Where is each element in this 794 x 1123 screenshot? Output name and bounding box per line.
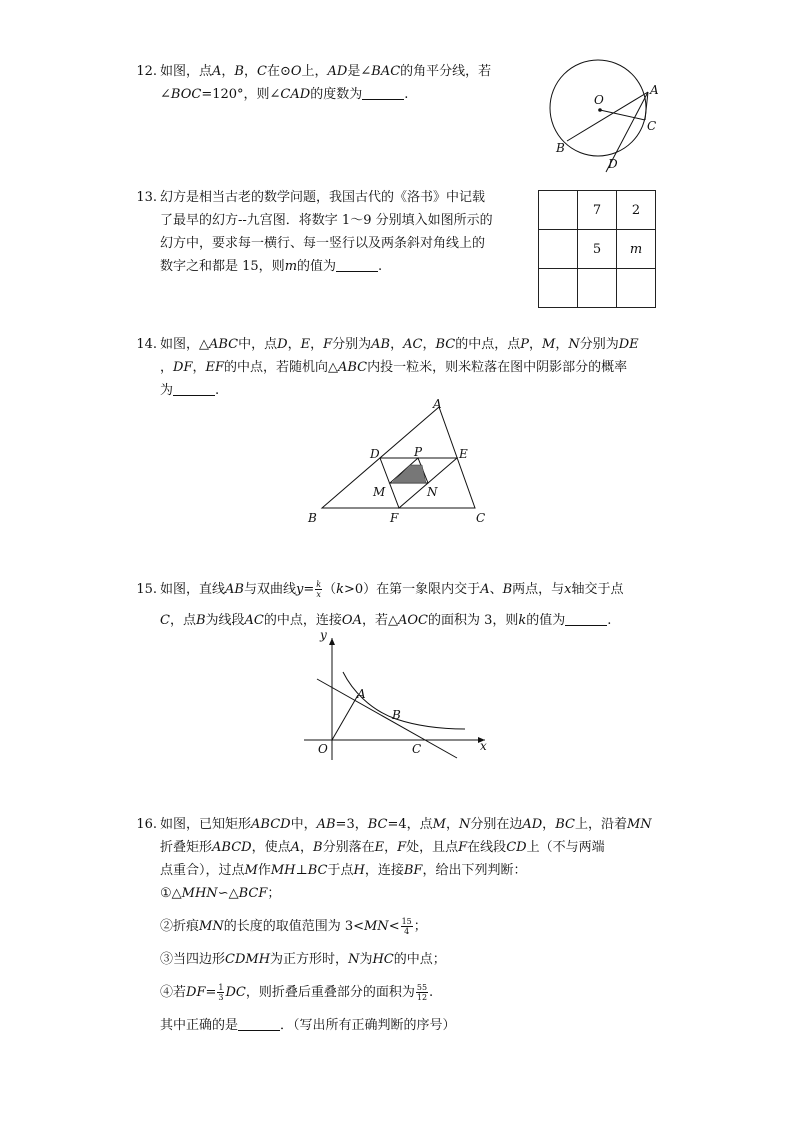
answer-blank — [238, 1016, 280, 1031]
circle-figure — [540, 60, 670, 175]
label-F: F — [390, 511, 399, 525]
magic-square-grid — [538, 190, 656, 308]
label-B: B — [308, 511, 317, 525]
label-C: C — [476, 511, 486, 525]
label-B: B — [556, 141, 565, 155]
label-A: A — [650, 83, 659, 97]
question-number: 13. — [136, 190, 157, 205]
grid-cell — [539, 230, 578, 269]
label-A: A — [357, 687, 366, 701]
judgement-4: ④若DF= $\frac{1}{3}$ DC，则折叠后重叠部分的面积为 $\frac{55}{12}$ . — [160, 983, 434, 1002]
grid-cell: 5 — [578, 230, 617, 269]
label-O: O — [594, 93, 604, 107]
fraction-15-4: $\frac{15}{4}$ — [401, 917, 412, 936]
label-A: A — [433, 397, 442, 411]
label-C: C — [647, 119, 657, 133]
grid-cell: 7 — [578, 191, 617, 230]
label-D: D — [608, 157, 618, 171]
grid-cell — [539, 269, 578, 308]
label-M: M — [373, 485, 386, 499]
answer-blank — [173, 381, 215, 396]
grid-cell — [578, 269, 617, 308]
fraction-55-12: $\frac{55}{12}$ — [416, 983, 428, 1002]
grid-cell: m — [617, 230, 656, 269]
label-E: E — [459, 447, 468, 461]
question-number: 15. — [136, 582, 157, 597]
judgement-1: ①△MHN∽△BCF； — [160, 886, 281, 901]
question-text: 如图，直线AB与双曲线y= $\frac{k}{x}$ （k>0）在第一象限内交于A、B两点，与x轴交于点 C，点B为线段AC的中点，连接OA，若△AOC的面积为 3，则k的值为 . — [160, 580, 624, 628]
judgement-2: ②折痕MN的长度的取值范围为 3<MN< $\frac{15}{4}$ ； — [160, 917, 427, 936]
question-number: 14. — [136, 337, 157, 352]
question-text: 如图，△ABC中，点D，E，F分别为AB，AC，BC的中点，点P，M，N分别为DE ，DF，EF的中点，若随机向△ABC内投一粒米，则米粒落在图中阴影部分的概率 为 . — [160, 337, 639, 398]
label-N: N — [427, 485, 438, 499]
label-y: y — [320, 628, 327, 642]
shaded-region — [392, 465, 426, 483]
label-O: O — [318, 742, 328, 756]
answer-blank — [362, 85, 404, 100]
triangle-figure — [300, 395, 500, 530]
question-number: 12. — [136, 64, 157, 79]
fraction-k-over-x: $\frac{k}{x}$ — [316, 580, 322, 599]
judgement-3: ③当四边形CDMH为正方形时，N为HC的中点； — [160, 952, 446, 967]
label-P: P — [414, 445, 423, 459]
question-text: 如图，已知矩形ABCD中，AB=3，BC=4，点M，N分别在边AD，BC上，沿着MN 折叠矩形ABCD，使点A，B分别落在E，F处，且点F在线段CD上（不与两端 点重合），过点M作MH⊥BC于点H，连接BF，给出下列判断： ①△MHN∽△BCF； ②折痕MN的长度的取值范围为 3<MN< $\frac{15}{4}$ ； ③当四边形CDMH为正方形时，N为HC的中点； ④若DF= $\frac{1}{3}$ DC，则折叠后重叠部分的面积为 $\frac{55}{12}$ . 其中正确的是 ．（写出所有正确判断的序号） — [160, 817, 652, 1033]
label-D: D — [370, 447, 380, 461]
question-text: 幻方是相当古老的数学问题，我国古代的《洛书》中记载 了最早的幻方--九宫图．将数字 1～9 分别填入如图所示的 幻方中，要求每一横行、每一竖行以及两条斜对角线上的 数字之和都是 15，则m的值为 . — [160, 190, 493, 274]
grid-cell: 2 — [617, 191, 656, 230]
grid-cell — [617, 269, 656, 308]
question-number: 16. — [136, 817, 157, 832]
question-text: 如图，点A，B，C在⊙O上，AD是∠BAC的角平分线，若 ∠BOC=120°，则∠CAD的度数为 . — [160, 64, 492, 102]
label-C: C — [412, 742, 422, 756]
label-x: x — [480, 739, 487, 753]
grid-cell — [539, 191, 578, 230]
fraction-1-3: $\frac{1}{3}$ — [218, 983, 224, 1002]
hyperbola-figure — [300, 628, 500, 763]
label-B: B — [392, 708, 401, 722]
answer-blank — [565, 611, 607, 626]
answer-blank — [336, 257, 378, 272]
